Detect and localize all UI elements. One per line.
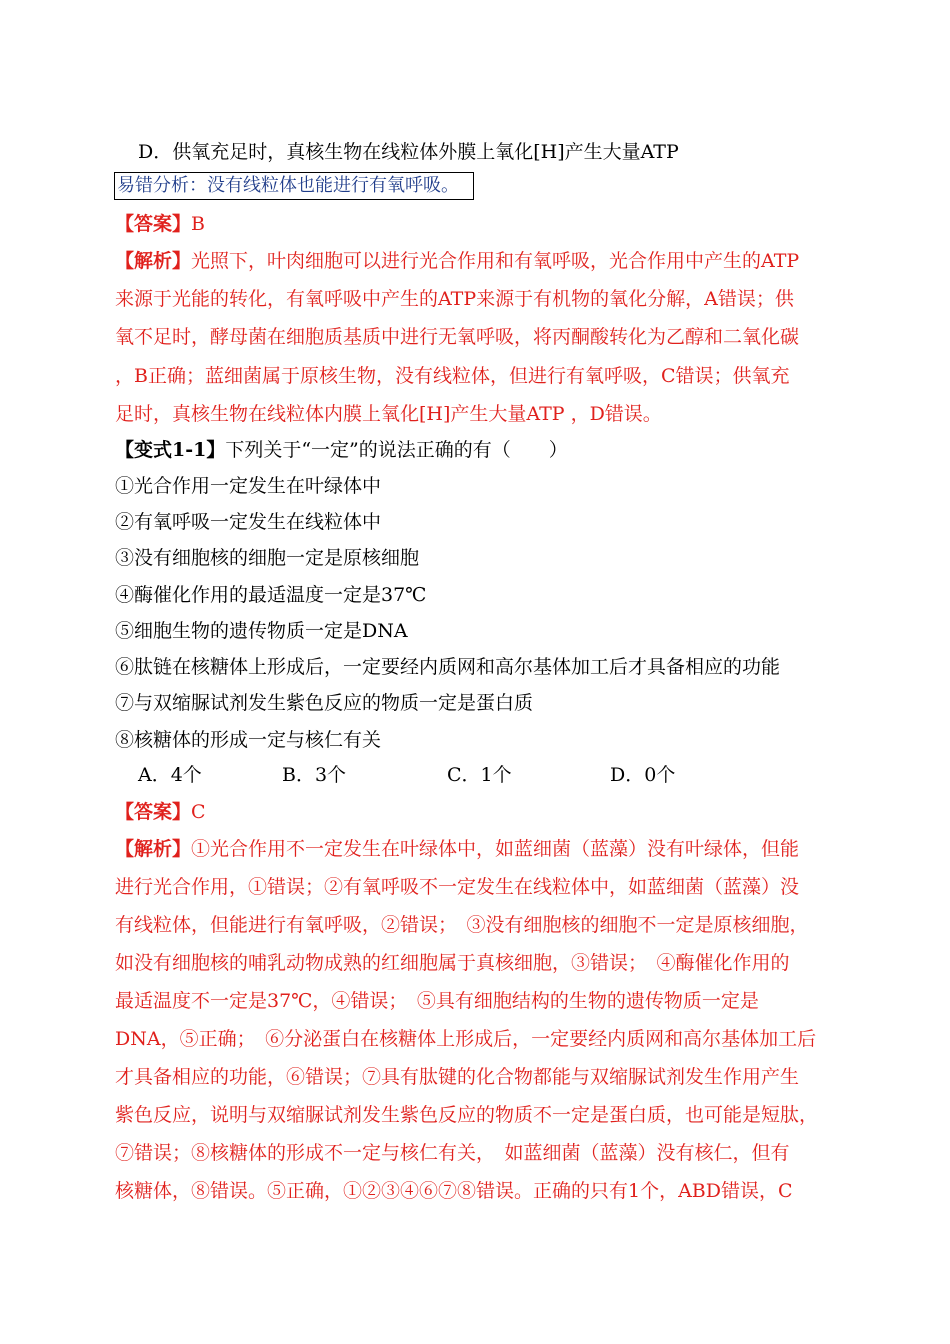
answer-2-value: C <box>191 801 206 823</box>
analysis-2-line-2: 进行光合作用，①错误；②有氧呼吸不一定发生在线粒体中，如蓝细菌（蓝藻）没 <box>115 876 800 898</box>
analysis-2-line-6: DNA，⑤正确； ⑥分泌蛋白在核糖体上形成后，一定要经内质网和高尔基体加工后 <box>115 1028 817 1050</box>
statement-1: ①光合作用一定发生在叶绿体中 <box>115 475 382 497</box>
analysis-2-line-8: 紫色反应，说明与双缩脲试剂发生紫色反应的物质不一定是蛋白质，也可能是短肽， <box>115 1104 819 1126</box>
analysis-2-line-1 <box>115 836 799 862</box>
answer-2 <box>115 799 206 825</box>
statement-7: ⑦与双缩脲试剂发生紫色反应的物质一定是蛋白质 <box>115 692 534 714</box>
analysis-2-line-5: 最适温度不一定是37℃，④错误； ⑤具有细胞结构的生物的遗传物质一定是 <box>115 990 759 1012</box>
analysis-2-line-9: ⑦错误；⑧核糖体的形成不一定与核仁有关， 如蓝细菌（蓝藻）没有核仁，但有 <box>115 1142 790 1164</box>
analysis-1-tag: 【解析】 <box>115 250 192 272</box>
analysis-1-line-2: 来源于光能的转化，有氧呼吸中产生的ATP来源于有机物的氧化分解，A错误；供 <box>115 288 794 310</box>
variant-question <box>115 437 568 463</box>
statement-2: ②有氧呼吸一定发生在线粒体中 <box>115 511 382 533</box>
analysis-2-tag: 【解析】 <box>115 838 192 860</box>
statement-3: ③没有细胞核的细胞一定是原核细胞 <box>115 547 420 569</box>
analysis-1-line-3: 氧不足时，酵母菌在细胞质基质中进行无氧呼吸，将丙酮酸转化为乙醇和二氧化碳 <box>115 326 800 348</box>
statement-8: ⑧核糖体的形成一定与核仁有关 <box>115 729 382 751</box>
analysis-2-text: ①光合作用不一定发生在叶绿体中，如蓝细菌（蓝藻）没有叶绿体，但能 <box>191 838 800 860</box>
option-d: D．0个 <box>610 764 676 786</box>
variant-tag: 【变式1-1】 <box>115 439 226 461</box>
option-d-previous: D．供氧充足时，真核生物在线粒体外膜上氧化[H]产生大量ATP <box>138 141 679 163</box>
analysis-2-line-4: 如没有细胞核的哺乳动物成熟的红细胞属于真核细胞，③错误； ④酶催化作用的 <box>115 952 790 974</box>
error-hint-box: 易错分析：没有线粒体也能进行有氧呼吸。 <box>114 172 474 200</box>
analysis-2-line-3: 有线粒体，但能进行有氧呼吸，②错误； ③没有细胞核的细胞不一定是原核细胞， <box>115 914 809 936</box>
variant-question-text: 下列关于“一定”的说法正确的有（ ） <box>225 439 568 461</box>
option-c: C．1个 <box>447 764 512 786</box>
statement-5: ⑤细胞生物的遗传物质一定是DNA <box>115 620 408 642</box>
answer-2-tag: 【答案】 <box>115 801 192 823</box>
analysis-1-line-4: ，B正确；蓝细菌属于原核生物，没有线粒体，但进行有氧呼吸，C错误；供氧充 <box>115 365 790 387</box>
analysis-1-line-5: 足时，真核生物在线粒体内膜上氧化[H]产生大量ATP ，D错误。 <box>115 403 662 425</box>
analysis-1-text: 光照下，叶肉细胞可以进行光合作用和有氧呼吸，光合作用中产生的ATP <box>191 250 800 272</box>
analysis-1-line-1 <box>115 248 799 274</box>
statement-6: ⑥肽链在核糖体上形成后，一定要经内质网和高尔基体加工后才具备相应的功能 <box>115 656 781 678</box>
answer-1-value: B <box>191 213 205 235</box>
answer-1 <box>115 211 205 237</box>
option-a: A．4个 <box>138 764 202 786</box>
statement-4: ④酶催化作用的最适温度一定是37℃ <box>115 584 427 606</box>
analysis-2-line-10: 核糖体，⑧错误。⑤正确，①②③④⑥⑦⑧错误。正确的只有1个，ABD错误，C <box>115 1180 793 1202</box>
option-b: B．3个 <box>282 764 347 786</box>
answer-1-tag: 【答案】 <box>115 213 192 235</box>
analysis-2-line-7: 才具备相应的功能，⑥错误；⑦具有肽键的化合物都能与双缩脲试剂发生作用产生 <box>115 1066 800 1088</box>
